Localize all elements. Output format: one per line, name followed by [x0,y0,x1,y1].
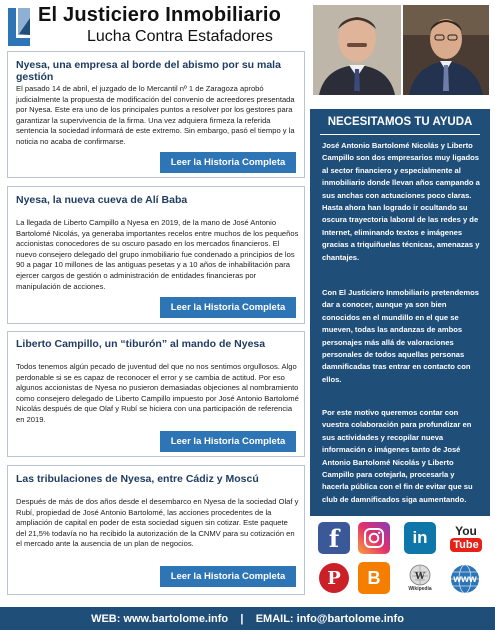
svg-text:W: W [414,572,426,582]
www-icon[interactable] [448,562,482,596]
blogger-icon[interactable]: B [358,562,390,594]
help-paragraph-3: Por este motivo queremos contar con vuestra colaboración para profundizar en sus actividades y recopilar nueva información o imágenes tanto de José Antonio Bartolomé Nicolás y Liberto Campillo para cotejarla, procesarla y hacerla pública con el fin de evitar que su club de damnificados siga aumentando. [322,408,473,504]
footer-separator-bar: | [240,612,244,625]
pinterest-icon[interactable] [318,562,350,594]
read-more-button[interactable]: Leer la Historia Completa [160,152,296,173]
article-card-2 [7,186,305,324]
article-body: Después de más de dos años desde el desembarco en Nyesa de la sociedad Olaf y Rubí, propiedad de José Antonio Bartolomé, las acciones procedentes de la ampliación de capital en poder de esta sociedad siguen sin cotizar. Este paquete del 21,5% todavía no ha recibido la autorización de la CNMV para su cotización en el mercado ante la ausencia de un plan de negocios. [16,497,299,549]
read-more-button[interactable]: Leer la Historia Completa [160,566,296,587]
read-more-button[interactable]: Leer la Historia Completa [160,431,296,452]
portrait-photo-1 [313,5,401,95]
help-title: NECESITAMOS TU AYUDA [327,116,473,128]
wikipedia-label: Wikipedia [408,586,432,592]
help-paragraph-1: José Antonio Bartolomé Nicolás y Liberto Campillo son dos empresarios muy ligados al sector financiero y especialmente al inmobiliario donde llevan años campando a sus anchas con actuaciones poco claras. Hasta ahora han logrado ir ocultando su oscura trayectoria laboral de las redes y de Internet, eliminando textos e imágenes gracias a triquiñuelas técnicas, amenazas y chantajes. [322,141,480,262]
footer-bar [0,607,495,630]
linkedin-icon[interactable]: in [404,522,436,554]
portrait-photo-2 [403,5,489,95]
article-title: Nyesa, una empresa al borde del abismo por su mala gestión [16,59,281,83]
footer-separator [228,613,240,625]
facebook-icon[interactable]: f [318,522,350,554]
article-title: Liberto Campillo, un “tiburón” al mando de Nyesa [16,338,266,350]
site-title: El Justiciero Inmobiliario [38,4,282,26]
help-box [310,109,490,516]
help-divider [320,134,480,135]
youtube-tube: Tube [450,538,481,552]
www-label: www [453,573,477,585]
article-body: La llegada de Liberto Campillo a Nyesa en 2019, de la mano de José Antonio Bartolomé Nicolás, ya generaba importantes recelos entre muchos de los pequeños accionistas conocedores de su oscuro pasado en los mercados financieros. El nuevo consejero delegado del grupo inmobiliario fue condenado a principios de los 90 a pagar 10 millones de las antiguas pesetas y a 10 años de inhabilitación para ejercer cargos de gestión o administración de entidades financieras por manipulación de acciones. [16,218,299,291]
youtube-icon[interactable] [448,521,484,555]
article-card-4 [7,465,305,595]
site-subtitle: Lucha Contra Estafadores [87,28,273,45]
wikipedia-icon[interactable] [402,560,438,596]
article-title: Las tribulaciones de Nyesa, entre Cádiz y Moscú [16,473,259,485]
footer-bottom-space [0,630,495,640]
footer-separator-space [243,613,255,625]
instagram-icon[interactable] [358,522,390,554]
article-card-1 [7,51,305,178]
article-card-3 [7,331,305,457]
youtube-you: You [455,523,477,538]
footer-web-link[interactable]: WEB: www.bartolome.info [91,612,229,625]
read-more-button[interactable]: Leer la Historia Completa [160,297,296,318]
article-body: Todos tenemos algún pecado de juventud del que no nos sentimos orgullosos. Algo perdonable si se es capaz de reconocer el error y se cambia de actitud. Por eso algunos accionistas de Nyesa no pusieron demasiadas objeciones al nombramiento como consejero delegado de Liberto Campillo impuesto por José Antonio Bartolomé Nicolás después de que Olaf y Rubí se hiciera con una participación de referencia en 2019. [16,362,299,424]
article-body: El pasado 14 de abril, el juzgado de lo Mercantil nº 1 de Zaragoza aprobó judicialmente la propuesta de modificación del convenio de acreedores presentada por Nyesa. Este era uno de los principales puntos a resolver por los gestores para garantizar la supervivencia de la firma. Una vez adquiera firmeza la referida sentencia la sociedad informará de este extremo. Sin embargo, pasó el tiempo y la noticia no acaba de confirmarse. [16,84,295,146]
article-title: Nyesa, la nueva cueva de Alí Baba [16,194,188,206]
pinterest-letter: P [319,563,349,593]
logo-icon [6,6,32,48]
footer-email-link[interactable]: EMAIL: info@bartolome.info [255,612,404,625]
help-paragraph-2: Con El Justiciero Inmobiliario pretendemos dar a conocer, aunque ya son bien conocidos en el mundillo en el que se mueven, todas las andanzas de ambos personajes más allá de valoraciones personales de todos aquellas personas damnificadas tras entrar en contacto con ellos. [322,288,479,384]
